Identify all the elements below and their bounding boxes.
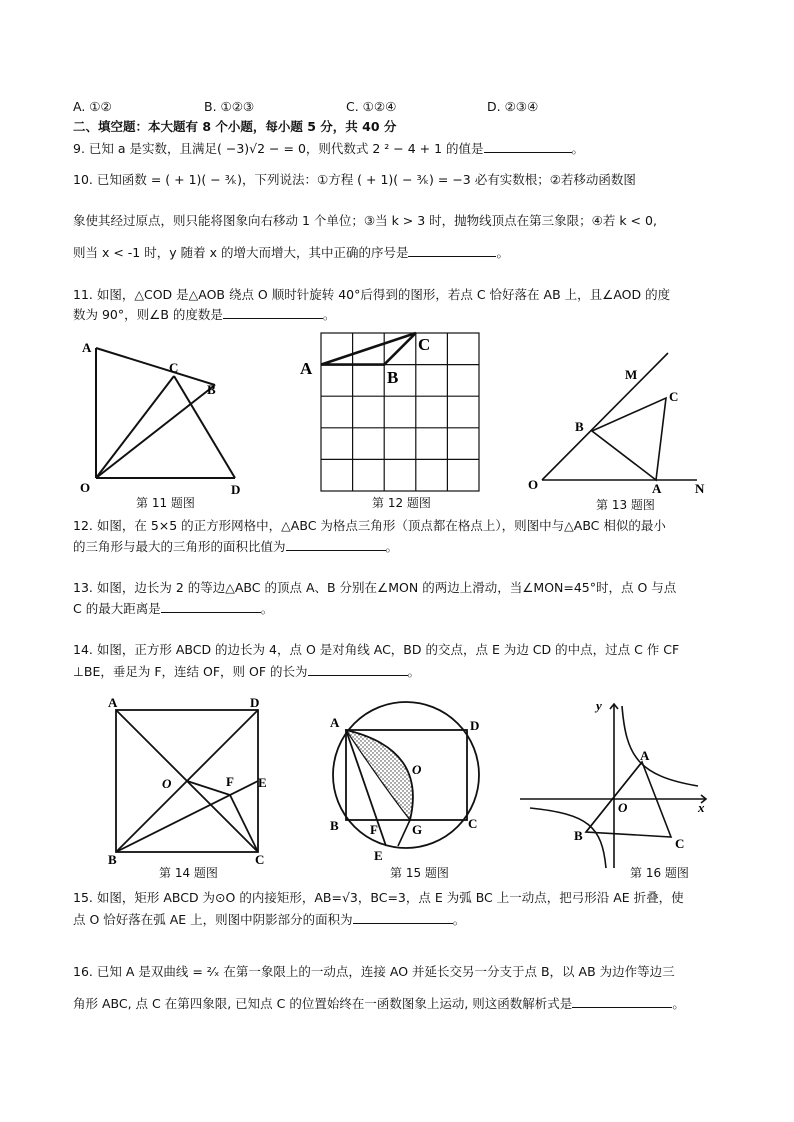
question-10-line2: 象使其经过原点，则只能将图象向右移动 1 个单位；③当 k > 3 时，抛物线顶点在第三象限；④若 k < 0,	[73, 213, 657, 228]
point-o-label: O	[412, 762, 422, 777]
question-14-line2-text: ⊥BE，垂足为 F，连结 OF，则 OF 的长为	[73, 664, 308, 679]
section-heading: 二、填空题：本大题有 8 个小题，每小题 5 分，共 40 分	[73, 119, 397, 134]
question-13-end: 。	[260, 601, 274, 616]
question-11-line1: 11. 如图，△COD 是△AOB 绕点 O 顺时针旋转 40°后得到的图形，若点 C 恰好落在 AB 上，且∠AOD 的度	[73, 287, 671, 302]
point-a-label: A	[82, 340, 92, 355]
answer-blank	[223, 306, 323, 319]
question-13-line2	[73, 600, 273, 617]
answer-blank	[353, 911, 453, 924]
x-axis-label: x	[698, 800, 705, 815]
figure-16	[518, 696, 713, 871]
point-d-label: D	[470, 718, 480, 733]
point-c-label: C	[675, 836, 685, 851]
point-o-label: O	[162, 776, 172, 791]
point-d-label: D	[231, 482, 241, 497]
answer-blank	[408, 244, 496, 257]
answer-blank	[308, 663, 408, 676]
figure-14	[100, 694, 280, 869]
question-14-end: 。	[407, 664, 421, 679]
point-b-label: B	[575, 419, 584, 434]
point-c-label: C	[418, 335, 431, 354]
point-b-label: B	[207, 382, 216, 397]
point-o-label: O	[528, 477, 539, 492]
point-e-label: E	[258, 775, 267, 790]
figure-14-caption: 第 14 题图	[159, 866, 218, 880]
point-f-label: F	[226, 774, 234, 789]
point-a-label: A	[652, 481, 662, 496]
figure-12-caption: 第 12 题图	[372, 496, 431, 510]
question-12-line2	[73, 538, 398, 555]
question-10-line3-text: 则当 x < -1 时，y 随着 x 的增大而增大，其中正确的序号是	[73, 245, 409, 260]
question-13-line2-text: C 的最大距离是	[73, 601, 161, 616]
figure-16-caption: 第 16 题图	[630, 866, 689, 880]
answer-blank	[484, 140, 572, 153]
answer-blank	[572, 995, 672, 1008]
question-15-end: 。	[452, 912, 466, 927]
answer-blank	[286, 538, 386, 551]
point-c-label: C	[669, 389, 679, 404]
question-12-end: 。	[385, 539, 399, 554]
question-15-line1: 15. 如图，矩形 ABCD 为⊙O 的内接矩形，AB=√3，BC=3，点 E 为弧 BC 上一动点，把弓形沿 AE 折叠，使	[73, 890, 684, 905]
point-c-label: C	[255, 852, 265, 867]
point-a-label: A	[640, 748, 650, 763]
figure-13-caption: 第 13 题图	[596, 498, 655, 512]
point-b-label: B	[387, 368, 399, 387]
question-16-line2	[73, 995, 685, 1012]
question-15-line2-text: 点 O 恰好落在弧 AE 上，则图中阴影部分的面积为	[73, 912, 353, 927]
point-o-label: O	[80, 480, 91, 495]
point-e-label: E	[374, 848, 383, 863]
figure-12	[296, 330, 486, 500]
figure-11-caption: 第 11 题图	[136, 496, 195, 510]
option-c: C. ①②④	[346, 99, 397, 114]
question-14-line2	[73, 663, 420, 680]
point-a-label: A	[108, 695, 118, 710]
question-12-line2-text: 的三角形与最大的三角形的面积比值为	[73, 539, 286, 554]
option-b: B. ①②③	[204, 99, 255, 114]
question-11-line2-text: 数为 90°，则∠B 的度数是	[73, 307, 223, 322]
point-a-label: A	[330, 715, 340, 730]
point-d-label: D	[250, 695, 260, 710]
question-11-line2	[73, 306, 335, 323]
option-d: D. ②③④	[487, 99, 539, 114]
point-m-label: M	[625, 367, 638, 382]
question-11-end: 。	[322, 307, 336, 322]
origin-label: O	[618, 800, 628, 815]
figure-11	[70, 330, 260, 500]
question-9	[73, 140, 584, 157]
point-a-label: A	[300, 359, 313, 378]
question-13-line1: 13. 如图，边长为 2 的等边△ABC 的顶点 A、B 分别在∠MON 的两边上滑动，当∠MON=45°时，点 O 与点	[73, 580, 677, 595]
question-16-line2-text: 角形 ABC, 点 C 在第四象限, 已知点 C 的位置始终在一函数图象上运动, 则这函数解析式是	[73, 996, 573, 1011]
question-15-line2	[73, 911, 465, 928]
point-c-label: C	[468, 816, 478, 831]
figure-13	[525, 345, 725, 495]
point-b-label: B	[574, 828, 583, 843]
figure-15-caption: 第 15 题图	[390, 866, 449, 880]
point-f-label: F	[370, 822, 378, 837]
point-g-label: G	[412, 822, 423, 837]
y-axis-label: y	[596, 698, 602, 713]
point-c-label: C	[169, 360, 179, 375]
question-9-text: 9. 已知 a 是实数，且满足( −3)√2 − = 0，则代数式 2 ² − 4 + 1 的值是	[73, 141, 484, 156]
question-10-end: 。	[496, 245, 509, 260]
question-12-line1: 12. 如图，在 5×5 的正方形网格中，△ABC 为格点三角形（顶点都在格点上），则图中与△ABC 相似的最小	[73, 518, 666, 533]
point-n-label: N	[695, 481, 705, 496]
question-9-end: 。	[571, 141, 585, 156]
question-10-line1: 10. 已知函数 = ( + 1)( − ³⁄ₖ)，下列说法：①方程 ( + 1)( − ³⁄ₖ) = −3 必有实数根；②若移动函数图	[73, 172, 636, 187]
answer-blank	[161, 600, 261, 613]
point-b-label: B	[108, 852, 117, 867]
question-10-line3	[73, 244, 509, 261]
question-16-end: 。	[672, 996, 685, 1011]
question-14-line1: 14. 如图，正方形 ABCD 的边长为 4，点 O 是对角线 AC，BD 的交点，点 E 为边 CD 的中点，过点 C 作 CF	[73, 642, 680, 657]
point-b-label: B	[330, 818, 339, 833]
option-a: A. ①②	[73, 99, 112, 114]
question-16-line1: 16. 已知 A 是双曲线 = ²⁄ₓ 在第一象限上的一动点，连接 AO 并延长交另一分支于点 B，以 AB 为边作等边三	[73, 964, 675, 979]
figure-15	[322, 694, 502, 869]
